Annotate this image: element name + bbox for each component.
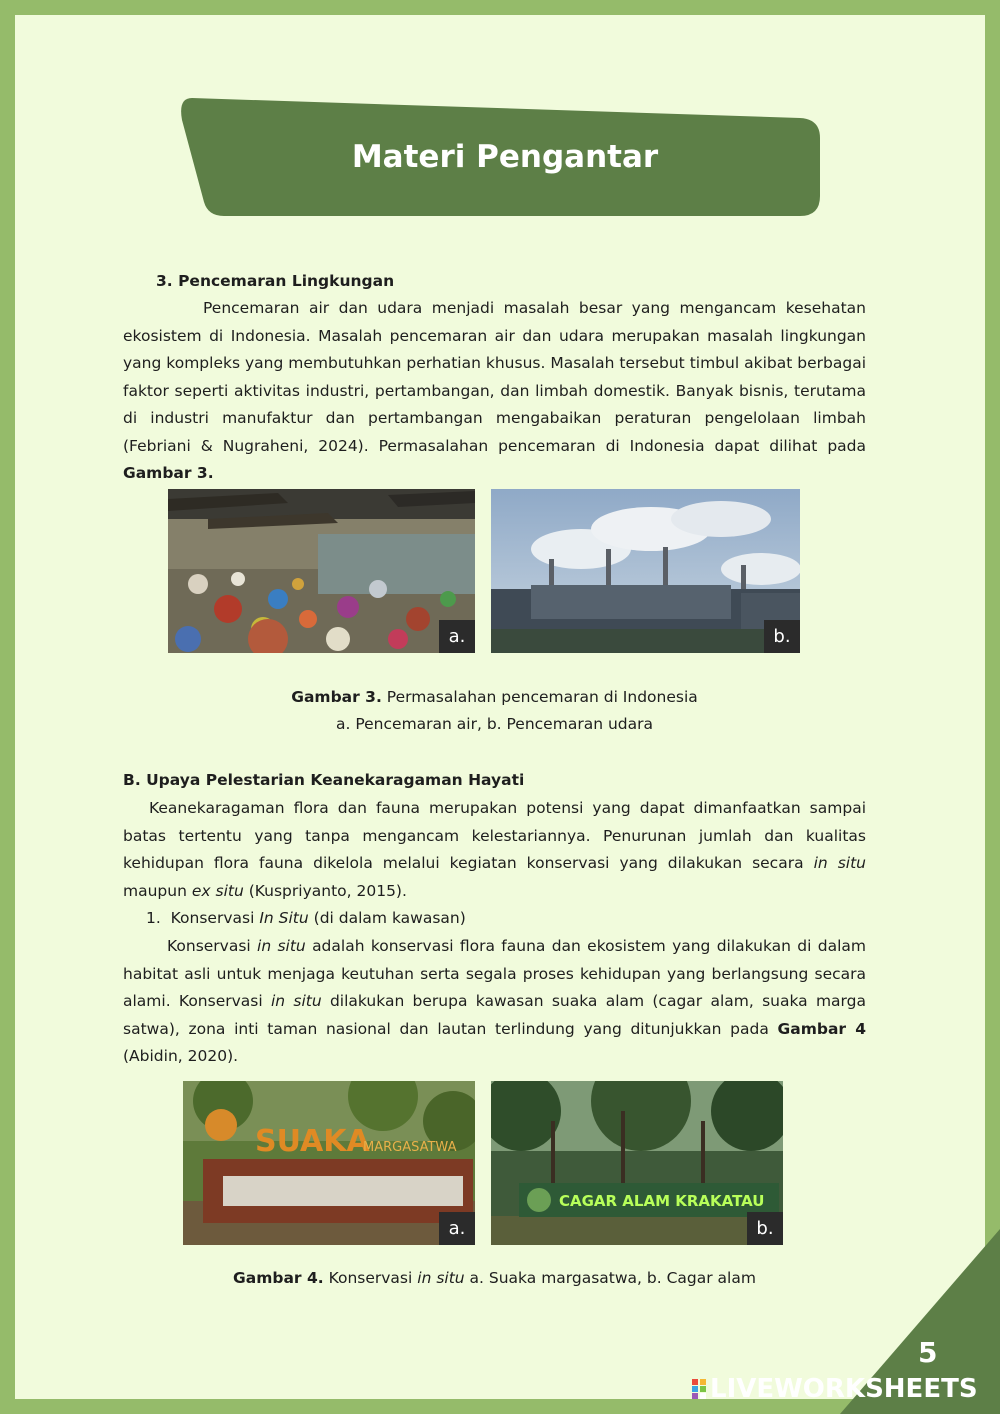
list-item-konservasi-in-situ bbox=[146, 905, 466, 933]
figure-label-b: b. bbox=[764, 620, 800, 653]
page-number: 5 bbox=[918, 1336, 938, 1369]
page bbox=[15, 15, 985, 1399]
figure-3-images bbox=[168, 489, 800, 653]
air-pollution-photo bbox=[491, 489, 800, 653]
section-paragraph-in-situ bbox=[123, 933, 866, 1071]
list-number: 1. bbox=[146, 909, 161, 927]
sign-text-suaka: SUAKA bbox=[255, 1124, 370, 1159]
figure-label-b: b. bbox=[747, 1212, 783, 1245]
paragraph-text: adalah konservasi flora fauna dan ekosistem yang dilakukan di dalam habitat asli untuk menjaga keutuhan serta segala proses kehidupan yang berlangsung secara alami. Konservasi bbox=[123, 937, 866, 1010]
figure-reference: Gambar 4 bbox=[777, 1019, 866, 1038]
cagar-alam-photo bbox=[491, 1081, 783, 1245]
section-paragraph-pelestarian bbox=[123, 795, 866, 905]
caption-text: a. Suaka margasatwa, b. Cagar alam bbox=[469, 1269, 756, 1287]
figure-4-images bbox=[183, 1081, 783, 1245]
liveworksheets-icon bbox=[692, 1379, 706, 1399]
paragraph-text: (Kuspriyanto, 2015). bbox=[248, 881, 407, 900]
title-banner bbox=[180, 98, 820, 216]
caption-text: Konservasi bbox=[328, 1269, 413, 1287]
figure-4-caption bbox=[123, 1265, 866, 1292]
paragraph-text: Keanekaragaman flora dan fauna merupakan potensi yang dapat dimanfaatkan sampai batas tertentu yang tanpa mengancam kelestariannya. Penurunan jumlah dan kualitas kehidupan flora fauna dikelola melalui kegiatan konservasi yang dilakukan secara bbox=[123, 799, 866, 872]
sign-text-cagar-alam: CAGAR ALAM KRAKATAU bbox=[559, 1192, 765, 1210]
page-title: Materi Pengantar bbox=[351, 139, 659, 175]
paragraph-text: (Abidin, 2020). bbox=[123, 1047, 239, 1065]
sign-text-margasatwa: MARGASATWA bbox=[363, 1140, 457, 1155]
section-heading-pelestarian: B. Upaya Pelestarian Keanekaragaman Hayati bbox=[123, 771, 525, 789]
figure-reference: Gambar 3. bbox=[123, 464, 214, 482]
italic-term: in situ bbox=[813, 854, 866, 872]
caption-subtext: a. Pencemaran air, b. Pencemaran udara bbox=[336, 715, 653, 733]
suaka-margasatwa-photo bbox=[183, 1081, 475, 1245]
paragraph-text: Pencemaran air dan udara menjadi masalah besar yang mengancam kesehatan ekosistem di Indonesia. Masalah pencemaran air dan udara merupakan masalah lingkungan yang kompleks yang membutuhkan perhatian khusus. Masalah tersebut timbul akibat berbagai faktor seperti aktivitas industri, pertambangan, dan limbah domestik. Banyak bisnis, terutama di industri manufaktur dan pertambangan mengabaikan peraturan pengelolaan limbah (Febriani & Nugraheni, 2024). Permasalahan pencemaran di Indonesia dapat dilihat pada bbox=[123, 299, 866, 455]
paragraph-text: dilakukan berupa kawasan suaka alam (cagar alam, suaka marga satwa), zona inti taman nasional dan lautan terlindung yang ditunjukkan pada bbox=[123, 992, 866, 1038]
liveworksheets-logo bbox=[692, 1374, 978, 1404]
italic-term: ex situ bbox=[191, 881, 244, 900]
water-pollution-photo bbox=[168, 489, 475, 653]
paragraph-text: Konservasi bbox=[167, 937, 251, 955]
caption-text: Permasalahan pencemaran di Indonesia bbox=[386, 688, 698, 706]
section-paragraph-pencemaran bbox=[123, 295, 866, 488]
paragraph-text: maupun bbox=[123, 881, 187, 900]
figure-label-a: a. bbox=[439, 1212, 475, 1245]
caption-label: Gambar 4. bbox=[233, 1269, 324, 1287]
italic-term: in situ bbox=[257, 937, 306, 955]
figure-label-a: a. bbox=[439, 620, 475, 653]
figure-3-caption bbox=[123, 684, 866, 738]
italic-term: In Situ bbox=[259, 909, 309, 927]
italic-term: in situ bbox=[417, 1269, 465, 1287]
list-text: Konservasi bbox=[170, 909, 255, 927]
caption-label: Gambar 3. bbox=[291, 688, 382, 706]
italic-term: in situ bbox=[270, 992, 322, 1010]
list-text: (di dalam kawasan) bbox=[313, 909, 466, 927]
brand-text: LIVEWORKSHEETS bbox=[710, 1374, 978, 1404]
section-heading-pencemaran: 3. Pencemaran Lingkungan bbox=[156, 272, 395, 290]
